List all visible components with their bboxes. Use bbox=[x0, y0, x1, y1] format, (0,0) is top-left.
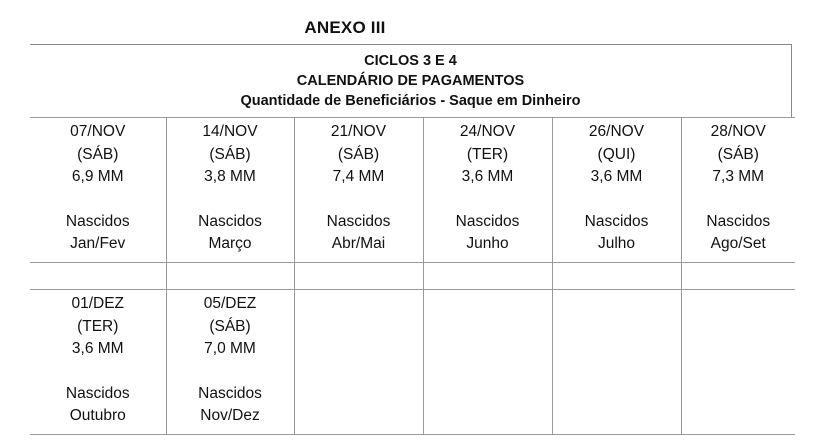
birth-months: Junho bbox=[466, 235, 509, 252]
birth-months: Julho bbox=[597, 235, 636, 252]
beneficiary-count: 3,6 MM bbox=[461, 168, 514, 185]
empty-cell bbox=[552, 290, 681, 435]
empty-cell bbox=[30, 263, 166, 290]
empty-cell bbox=[166, 263, 294, 290]
payment-cell bbox=[552, 118, 681, 263]
table-row bbox=[30, 118, 795, 263]
payment-date: 05/DEZ bbox=[203, 295, 257, 312]
payment-cell bbox=[166, 118, 294, 263]
payment-cell bbox=[30, 118, 166, 263]
payment-weekday: (SÁB) bbox=[209, 145, 251, 163]
beneficiary-count: 6,9 MM bbox=[71, 168, 124, 185]
empty-cell bbox=[423, 290, 552, 435]
birth-label: Nascidos bbox=[65, 212, 130, 230]
empty-cell bbox=[681, 290, 795, 435]
table-row bbox=[30, 263, 795, 290]
empty-cell bbox=[552, 263, 681, 290]
birth-months: Jan/Fev bbox=[70, 235, 126, 252]
beneficiary-count: 7,4 MM bbox=[332, 168, 385, 185]
payment-date: 21/NOV bbox=[330, 123, 387, 140]
birth-label: Nascidos bbox=[198, 384, 262, 402]
payment-weekday: (TER) bbox=[77, 317, 119, 335]
payment-weekday: (SÁB) bbox=[77, 145, 119, 163]
payment-cell bbox=[423, 118, 552, 263]
payment-cell bbox=[294, 118, 423, 263]
beneficiary-count: 3,8 MM bbox=[204, 168, 256, 185]
beneficiary-count: 7,3 MM bbox=[712, 168, 765, 185]
empty-cell bbox=[681, 263, 795, 290]
birth-months: Março bbox=[208, 235, 252, 252]
birth-months: Ago/Set bbox=[710, 235, 766, 252]
empty-cell bbox=[294, 290, 423, 435]
empty-cell bbox=[294, 263, 423, 290]
payment-weekday: (SÁB) bbox=[209, 317, 251, 335]
beneficiary-count: 3,6 MM bbox=[71, 340, 124, 357]
payment-cell bbox=[30, 290, 166, 435]
birth-label: Nascidos bbox=[326, 212, 391, 230]
payment-cell bbox=[166, 290, 294, 435]
beneficiary-count: 3,6 MM bbox=[590, 168, 643, 185]
payment-date: 26/NOV bbox=[588, 123, 645, 140]
birth-label: Nascidos bbox=[65, 384, 130, 402]
header-cycles: CICLOS 3 E 4 bbox=[364, 53, 457, 69]
payment-weekday: (TER) bbox=[466, 145, 509, 163]
empty-cell bbox=[423, 263, 552, 290]
birth-label: Nascidos bbox=[455, 212, 520, 230]
header-subtitle: Quantidade de Beneficiários - Saque em Dinheiro bbox=[240, 93, 581, 109]
payment-date: 01/DEZ bbox=[71, 295, 125, 312]
payment-date: 14/NOV bbox=[202, 123, 258, 140]
birth-months: Abr/Mai bbox=[331, 235, 386, 252]
payment-date: 28/NOV bbox=[710, 123, 766, 140]
payment-weekday: (QUI) bbox=[597, 145, 636, 163]
annex-title: ANEXO III bbox=[304, 18, 386, 37]
birth-label: Nascidos bbox=[584, 212, 649, 230]
header-calendar-title: CALENDÁRIO DE PAGAMENTOS bbox=[296, 73, 525, 89]
payment-weekday: (SÁB) bbox=[717, 145, 759, 163]
table-row bbox=[30, 290, 795, 435]
payment-cell bbox=[681, 118, 795, 263]
birth-months: Outubro bbox=[69, 407, 126, 424]
beneficiary-count: 7,0 MM bbox=[204, 340, 256, 357]
payment-weekday: (SÁB) bbox=[337, 145, 380, 163]
calendar-header bbox=[30, 44, 792, 117]
birth-months: Nov/Dez bbox=[200, 407, 260, 424]
payment-date: 07/NOV bbox=[70, 123, 126, 140]
payment-date: 24/NOV bbox=[459, 123, 516, 140]
birth-label: Nascidos bbox=[198, 212, 262, 230]
payment-calendar-table bbox=[30, 117, 795, 435]
birth-label: Nascidos bbox=[706, 212, 771, 230]
